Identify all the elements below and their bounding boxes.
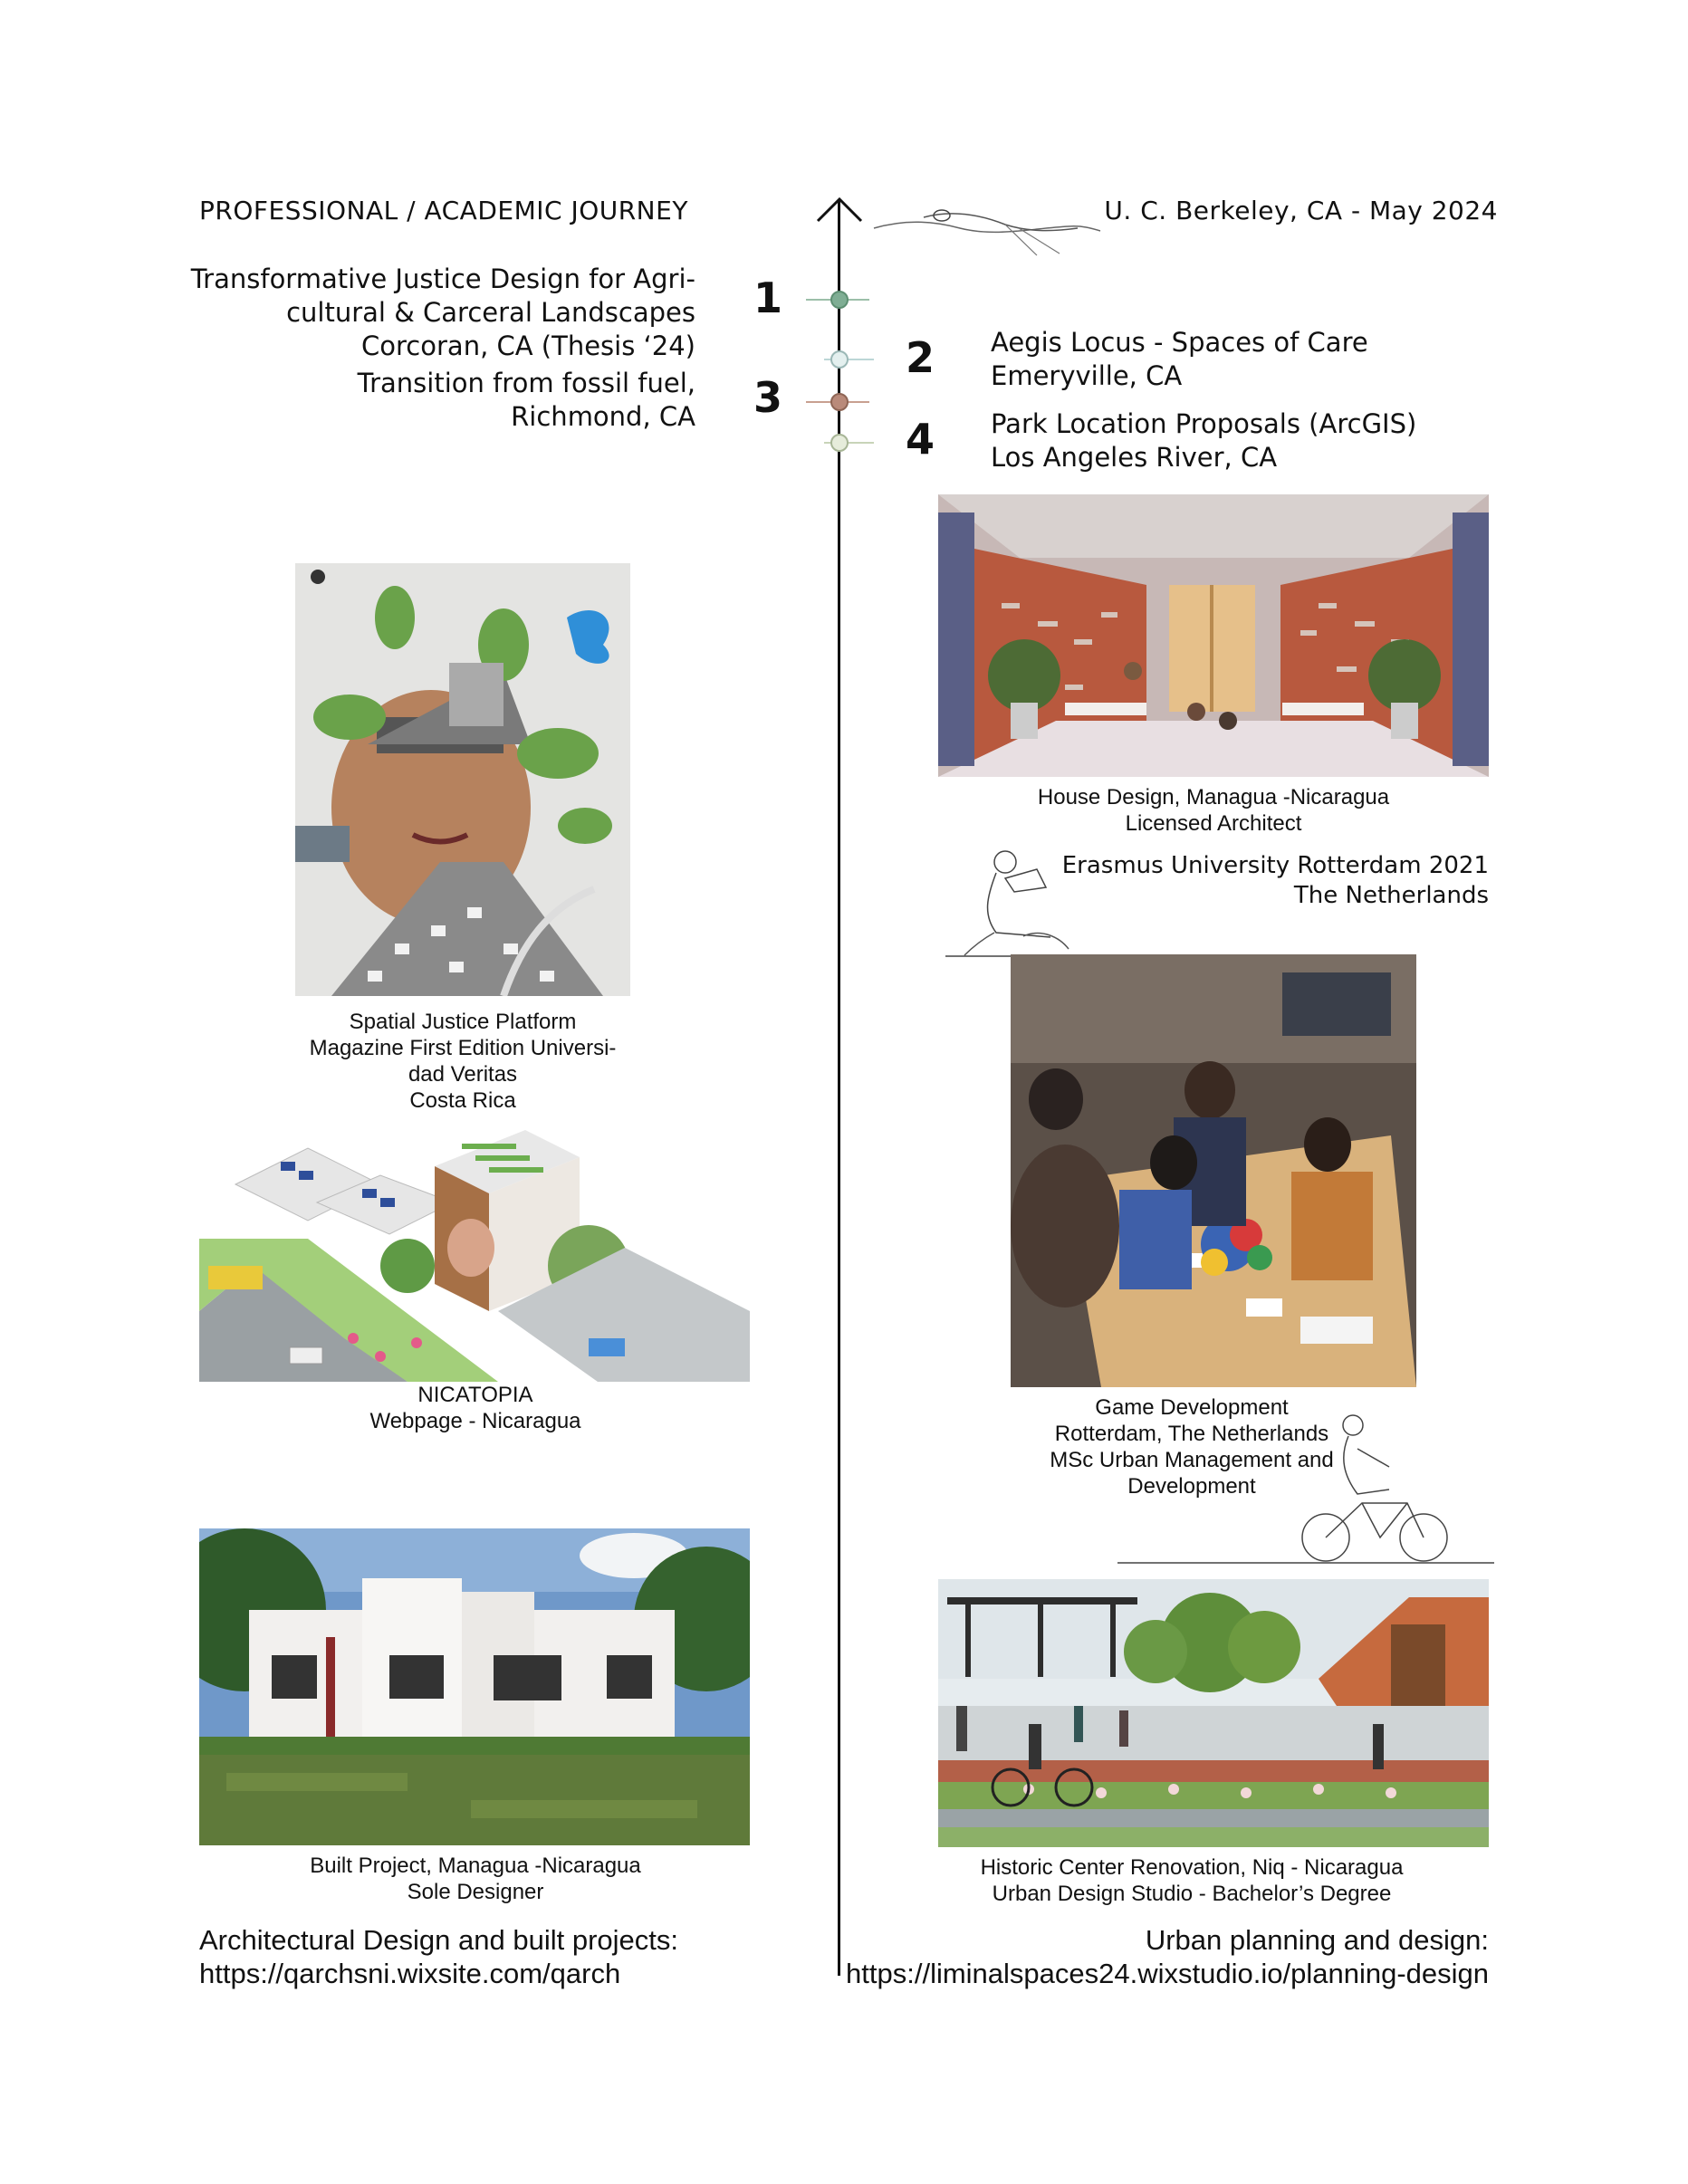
game-development-image — [1011, 954, 1416, 1387]
caption-line: NICATOPIA — [417, 1383, 533, 1407]
caption-line: Magazine First Edition Universi- — [309, 1036, 617, 1060]
entry-3-line: Richmond, CA — [511, 401, 695, 432]
nicatopia-caption — [290, 1382, 661, 1434]
caption-line: MSc Urban Management and — [1050, 1448, 1334, 1472]
caption-line: Built Project, Managua -Nicaragua — [310, 1854, 641, 1878]
built-project-caption — [290, 1853, 661, 1905]
entry-1-line: cultural & Carceral Landscapes — [286, 297, 695, 328]
caption-line: dad Veritas — [408, 1062, 518, 1087]
timeline-axis — [838, 201, 840, 1976]
caption-line: House Design, Managua -Nicaragua — [1037, 785, 1390, 809]
cyclist-sketch — [1117, 1413, 1494, 1566]
caption-line: Sole Designer — [407, 1880, 544, 1904]
caption-line: Urban Design Studio - Bachelor’s Degree — [992, 1882, 1392, 1906]
timeline-dot-3 — [830, 393, 849, 411]
footer-left-url[interactable]: https://qarchsni.wixsite.com/qarch — [199, 1958, 621, 1989]
spatial-justice-caption — [295, 1009, 630, 1114]
house-design-caption — [938, 784, 1489, 837]
entry-1-line: Transformative Justice Design for Agri- — [190, 263, 695, 294]
swimmer-sketch — [869, 201, 1105, 264]
house-design-image — [938, 494, 1489, 777]
erasmus-caption — [1018, 851, 1489, 911]
footer-left-label: Architectural Design and built projects: — [199, 1924, 678, 1956]
built-project-image — [199, 1528, 750, 1845]
graduation-note: U. C. Berkeley, CA - May 2024 — [1104, 196, 1498, 225]
entry-2-line: Aegis Locus - Spaces of Care — [991, 327, 1368, 358]
caption-line: Erasmus University Rotterdam 2021 — [1061, 852, 1489, 879]
timeline-arrow-icon — [815, 196, 864, 223]
timeline-number-4: 4 — [906, 415, 935, 464]
timeline-entry-3 — [152, 367, 695, 434]
entry-4-line: Los Angeles River, CA — [991, 442, 1278, 473]
section-title: PROFESSIONAL / ACADEMIC JOURNEY — [199, 196, 688, 225]
caption-line: Development — [1127, 1474, 1256, 1499]
entry-1-line: Corcoran, CA (Thesis ‘24) — [361, 330, 695, 361]
caption-line: The Netherlands — [1293, 882, 1489, 909]
caption-line: Spatial Justice Platform — [349, 1010, 577, 1034]
timeline-number-2: 2 — [906, 333, 935, 382]
timeline-dot-2 — [830, 350, 849, 369]
timeline-entry-1 — [152, 263, 695, 363]
caption-line: Rotterdam, The Netherlands — [1054, 1422, 1329, 1446]
nicatopia-axonometric-image — [199, 1130, 750, 1382]
timeline-number-1: 1 — [753, 273, 783, 322]
footer-right-label: Urban planning and design: — [1145, 1924, 1489, 1956]
historic-center-caption — [938, 1854, 1445, 1907]
timeline-dot-1 — [830, 291, 849, 309]
timeline-entry-4 — [991, 407, 1534, 474]
caption-line: Licensed Architect — [1125, 811, 1302, 836]
timeline-entry-2 — [991, 326, 1534, 393]
entry-4-line: Park Location Proposals (ArcGIS) — [991, 408, 1417, 439]
caption-line: Game Development — [1095, 1395, 1289, 1420]
historic-center-image — [938, 1579, 1489, 1847]
caption-line: Historic Center Renovation, Niq - Nicaragua — [980, 1855, 1404, 1880]
timeline-number-3: 3 — [753, 373, 783, 422]
caption-line: Costa Rica — [409, 1088, 516, 1113]
entry-3-line: Transition from fossil fuel, — [357, 368, 695, 398]
footer-right — [846, 1923, 1489, 1990]
footer-left — [199, 1923, 678, 1990]
footer-right-url[interactable]: https://liminalspaces24.wixstudio.io/planning-design — [846, 1958, 1489, 1989]
entry-2-line: Emeryville, CA — [991, 360, 1183, 391]
caption-line: Webpage - Nicaragua — [369, 1409, 581, 1433]
timeline-dot-4 — [830, 434, 849, 452]
spatial-justice-collage-image — [295, 563, 630, 996]
